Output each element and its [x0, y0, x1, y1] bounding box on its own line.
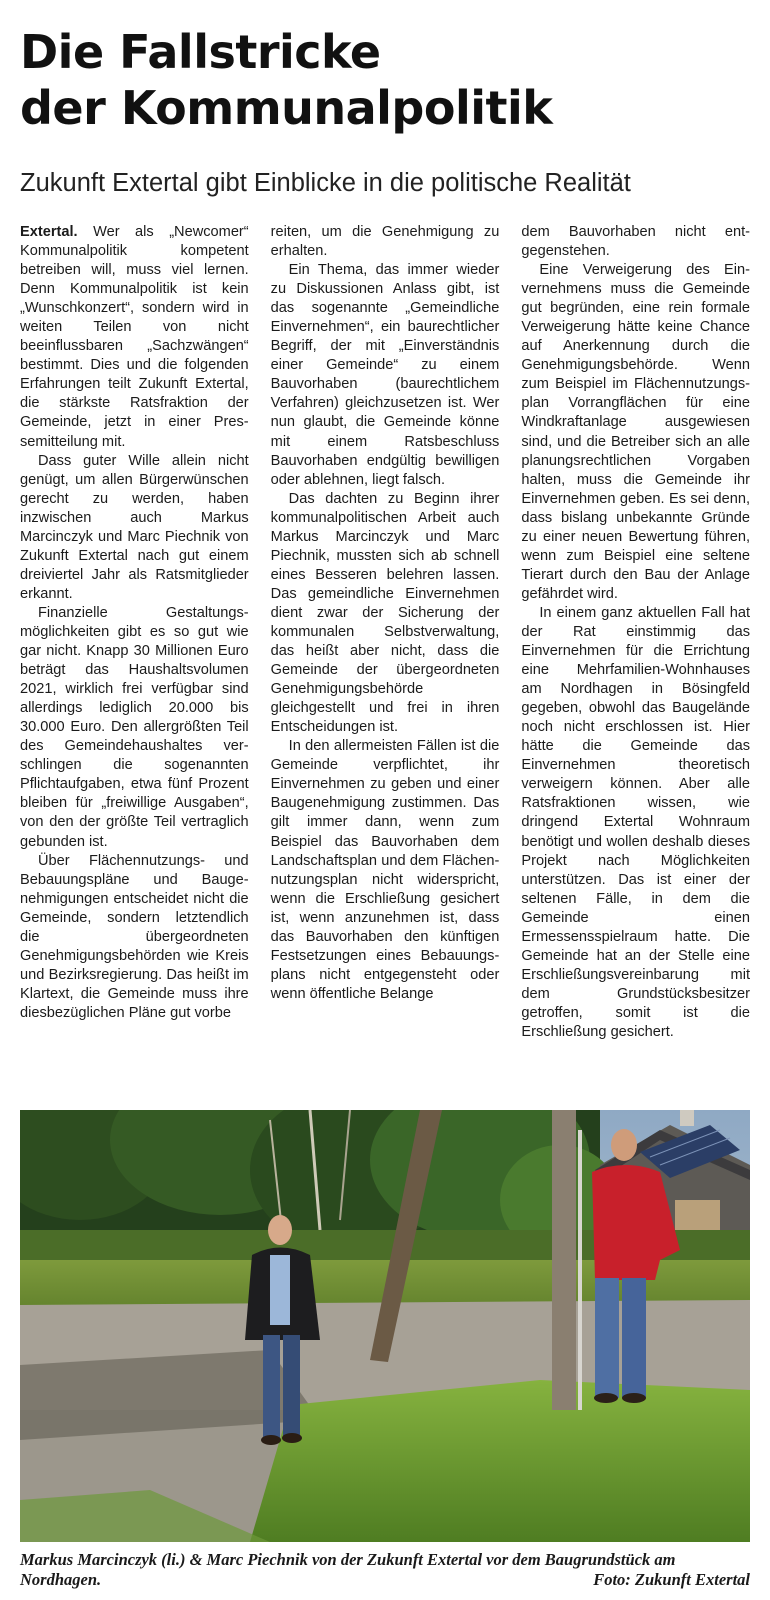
article-photo — [20, 1110, 750, 1542]
headline — [20, 24, 750, 136]
caption-line-1: Markus Marcinczyk (li.) & Marc Piechnik von der Zukunft Extertal vor dem Baugrundstück am — [20, 1550, 676, 1569]
headline-line-1: Die Fallstricke — [20, 25, 381, 79]
text-column-2 — [271, 223, 500, 1093]
subheadline: Zukunft Extertal gibt Einblicke in die politische Realität — [20, 169, 631, 197]
paragraph: Dass guter Wille allein nicht genügt, um allen Bürgerwünschen gerecht zu werden, haben inzwischen auch Markus Marcinczyk und Marc Piechnik von Zukunft Extertal nach gut einem dreiviertel Jahr als Ratsmitglieder erkannt. — [20, 452, 249, 602]
caption-line-2: Nordhagen. — [20, 1570, 102, 1589]
utility-pole — [552, 1110, 576, 1410]
text-column-1 — [20, 223, 249, 1093]
photo-illustration — [20, 1110, 750, 1542]
article-body — [20, 223, 750, 1093]
paragraph: Über Flächennutzungs- und Bebauungspläne und Baugenehmigungen entscheidet nicht die Gemeinde, sondern letztendlich die übergeordneten Genehmigungsbehörden wie Kreis und Bezirksregierung. Das heißt im Klartext, die Gemeinde muss ihre diesbezüglichen Pläne gut vorbe — [20, 852, 249, 1021]
paragraph: In einem ganz aktuellen Fall hat der Rat einstimmig das Einvernehmen für die Errichtung eine Mehrfamilien-Wohnhauses am Nordhagen in Bösingfeld gegeben, obwohl das Baugelände noch nicht erschlossen ist. Hier hätte die Gemeinde das Einvernehmen theoretisch verweigern können. Aber alle Ratsfraktionen wissen, wie dringend Extertal Wohnraum benötigt und wollen deshalb dieses Projekt nach Möglichkeiten unterstützen. Das ist einer der seltenen Fälle, in dem die Gemeinde einen Ermessensspielraum hatte. Die Gemeinde hat an der Stelle eine Erschließungsvereinbarung mit dem Grundstücksbesitzer getroffen, somit ist die Erschließung gesichert. — [521, 604, 750, 1040]
photo-caption — [20, 1550, 750, 1590]
paragraph-text: Wer als „Newcomer“ Kommunalpolitik kompetent betreiben will, muss viel lernen. Denn Kommunalpolitik ist kein „Wunschkonzert“, sondern wird in weiten Teilen von nicht beeinflussbaren „Sachzwängen“ bestimmt. Dies und die folgenden Erfahrungen teilt Zukunft Extertal, die stärkste Ratsfraktion der Gemeinde, jetzt in einer Pressemitteilung mit. — [20, 224, 249, 450]
photo-credit: Foto: Zukunft Extertal — [593, 1570, 750, 1589]
paragraph: Das dachten zu Beginn ihrer kommunalpolitischen Arbeit auch Markus Marcinczyk und Marc Piechnik, mussten sich ab schnell eines Besseren belehren lassen. Das gemeindliche Einvernehmen dient zwar der Sicherung der kommunalen Selbstverwaltung, das heißt aber nicht, dass die Gemeinde der übergeordneten Genehmigungsbehörde gleichgestellt und frei in ihren Entscheidungen ist. — [270, 490, 500, 736]
paragraph: Ein Thema, das immer wieder zu Diskussionen Anlass gibt, ist das sogenannte „Gemeindliche Einvernehmen“, ein baurechtlicher Begriff, der mit „Einverständnis einer Gemeinde“ zu einem Bauvorhaben (baurechtlichem Verfahren) gleichzusetzen ist. Wer nun glaubt, die Gemeinde könne mit einem Ratsbeschluss Bauvorhaben endgültig bewilligen oder ablehnen, liegt falsch. — [270, 262, 500, 488]
paragraph: reiten, um die Genehmigung zu erhalten. — [270, 224, 500, 260]
paragraph: dem Bauvorhaben nicht entgegenstehen. — [521, 224, 750, 260]
text-column-3 — [521, 223, 750, 1093]
dateline: Extertal. — [20, 224, 78, 240]
paragraph: In den allermeisten Fällen ist die Gemeinde verpflichtet, ihr Einvernehmen zu geben und einer Baugenehmigung zustimmen. Das gilt immer dann, wenn zum Beispiel das Bauvorhaben dem Landschaftsplan und dem Flächennutzungsplan nicht widerspricht, wenn die Erschließung gesichert ist, wenn anzunehmen ist, dass das Bauvorhaben den künftigen Festsetzungen eines Bebauungsplans nicht entgegensteht oder wenn öffentliche Belange — [270, 738, 500, 1002]
paragraph: Eine Verweigerung des Einvernehmens muss die Gemeinde gut begründen, eine rein formale Verweigerung hätte keine Chance auf Anerkennung durch die Genehmigungsbehörde. Wenn zum Beispiel im Flächennutzungsplan Vorrangflächen für eine Windkraftanlage ausgewiesen sind, und die Betreiber sich an alle planungsrechtlichen Vorgaben halten, muss die Gemeinde ihr Einvernehmen geben. Es sei denn, dass bislang unbekannte Gründe zu einer neuen Bewertung führen, wenn zum Beispiel eine seltene Tierart durch den Bau der Anlage gefährdet wird. — [521, 262, 750, 602]
headline-line-2: der Kommunalpolitik — [20, 81, 553, 135]
grass — [250, 1380, 750, 1542]
metal-rod — [578, 1130, 582, 1410]
paragraph — [20, 223, 249, 452]
caption-line-2-row — [20, 1570, 750, 1590]
paragraph: Finanzielle Gestaltungsmöglichkeiten gibt es so gut wie gar nicht. Knapp 30 Millionen Euro beträgt das Haushaltsvolumen 2021, wirklich frei verfügbar sind allerdings lediglich 20.000 bis 30.000 Euro. Den allergrößten Teil des Gemeindehaushaltes verschlingen die sogenannten Pflichtaufgaben, etwa fünf Prozent bleiben für „freiwillige Ausgaben“, von den der größte Teil vertraglich gebunden ist. — [20, 604, 249, 850]
